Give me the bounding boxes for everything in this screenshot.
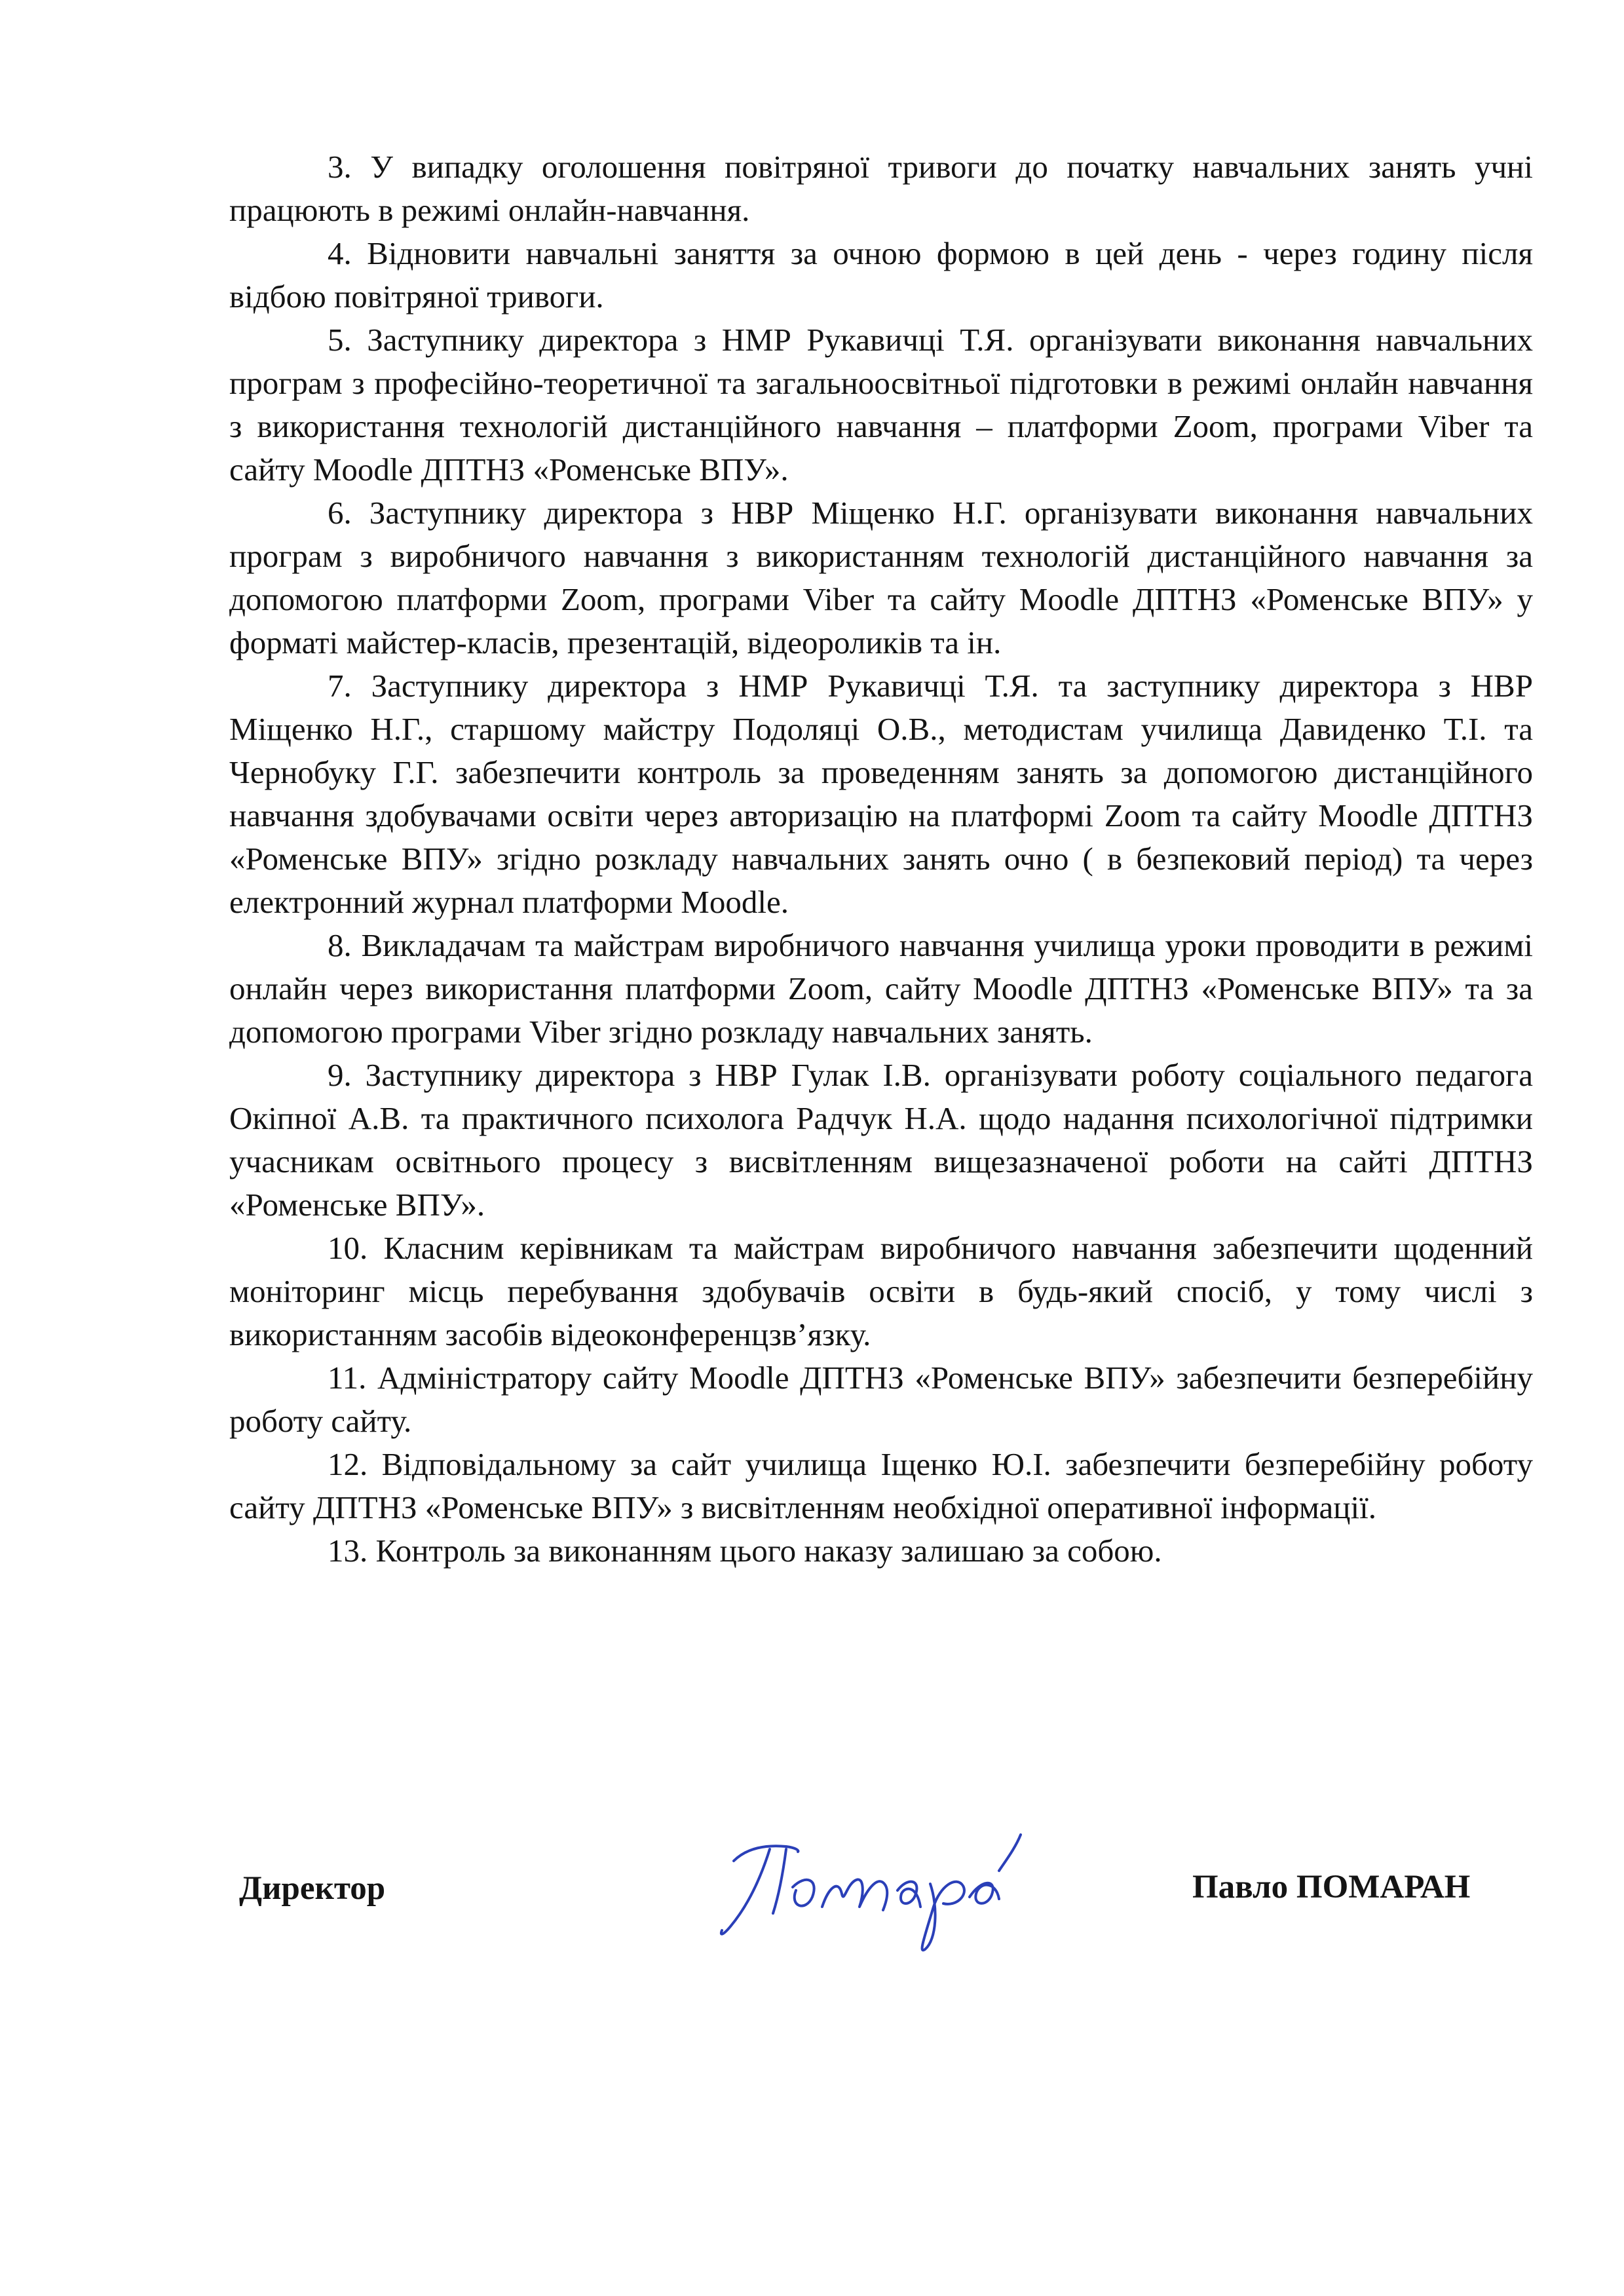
handwritten-signature [708, 1808, 1035, 1959]
clause-4: 4. Відновити навчальні заняття за очною формою в цей день - через годину після відбою повітряної тривоги. [229, 235, 1533, 315]
clause-11: 11. Адміністратору сайту Moodle ДПТНЗ «Роменське ВПУ» забезпечити безперебійну роботу сайту. [229, 1360, 1533, 1439]
clause-9: 9. Заступнику директора з НВР Гулак І.В. організувати роботу соціального педагога Окіпної А.В. та практичного психолога Радчук Н.А. щодо надання психологічної підтримки учасникам освітнього процесу з висвітленням вищезазначеної роботи на сайті ДПТНЗ «Роменське ВПУ». [229, 1057, 1533, 1223]
signatory-name: Павло ПОМАРАН [1192, 1869, 1471, 1905]
clause-3: 3. У випадку оголошення повітряної тривоги до початку навчальних занять учні працюють в режимі онлайн-навчання. [229, 149, 1533, 228]
clause-12: 12. Відповідальному за сайт училища Іщенко Ю.І. забезпечити безперебійну роботу сайту ДПТНЗ «Роменське ВПУ» з висвітленням необхідної оперативної інформації. [229, 1446, 1533, 1525]
clause-5: 5. Заступнику директора з НМР Рукавичці Т.Я. організувати виконання навчальних програм з професійно-теоретичної та загальноосвітньої підготовки в режимі онлайн навчання з використання технологій дистанційного навчання – платформи Zoom, програми Viber та сайту Moodle ДПТНЗ «Роменське ВПУ». [229, 322, 1533, 488]
clause-10: 10. Класним керівникам та майстрам виробничого навчання забезпечити щоденний моніторинг місць перебування здобувачів освіти в будь-який спосіб, у тому числі з використанням засобів відеоконференцзв’язку. [229, 1230, 1533, 1352]
clause-8: 8. Викладачам та майстрам виробничого навчання училища уроки проводити в режимі онлайн через використання платформи Zoom, сайту Moodle ДПТНЗ «Роменське ВПУ» та за допомогою програми Viber згідно розкладу навчальних занять. [229, 927, 1533, 1050]
signatory-role: Директор [239, 1870, 386, 1907]
clause-6: 6. Заступнику директора з НВР Міщенко Н.Г. організувати виконання навчальних програм з виробничого навчання з використанням технологій дистанційного навчання за допомогою платформи Zoom, програми Viber та сайту Moodle ДПТНЗ «Роменське ВПУ» у форматі майстер-класів, презентацій, відеороликів та ін. [229, 495, 1533, 660]
clause-7: 7. Заступнику директора з НМР Рукавичці Т.Я. та заступнику директора з НВР Міщенко Н.Г., старшому майстру Подоляці О.В., методистам училища Давиденко Т.І. та Чернобуку Г.Г. забезпечити контроль за проведенням занять за допомогою дистанційного навчання здобувачами освіти через авторизацію на платформі Zoom та сайту Moodle ДПТНЗ «Роменське ВПУ» згідно розкладу навчальних занять очно ( в безпековий період) та через електронний журнал платформи Moodle. [229, 668, 1533, 920]
order-clauses [229, 145, 1533, 1573]
clause-13: 13. Контроль за виконанням цього наказу залишаю за собою. [328, 1533, 1162, 1569]
